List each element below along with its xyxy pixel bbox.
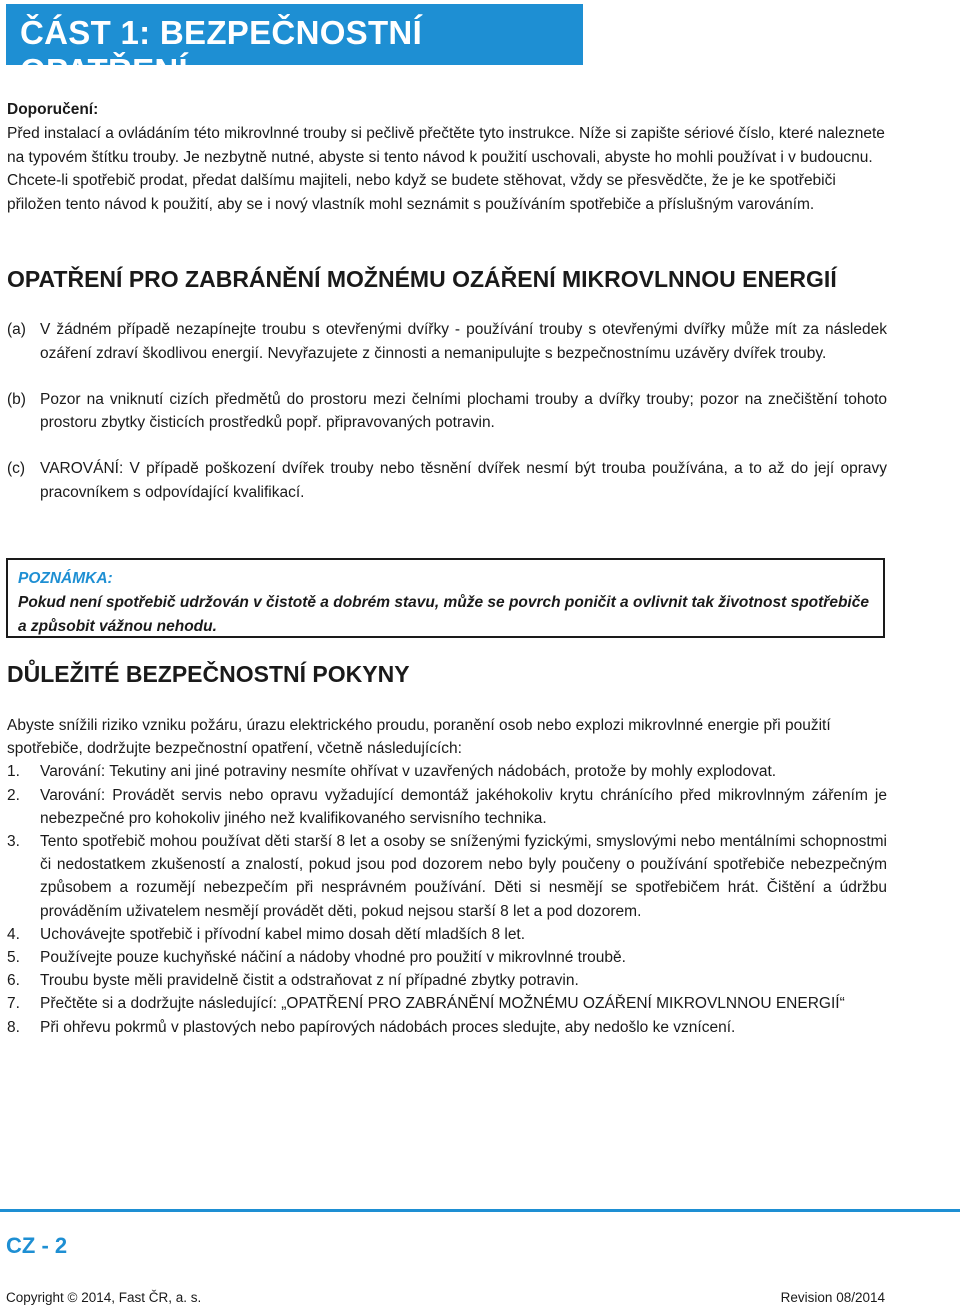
note-text: Pokud není spotřebič udržován v čistotě a dobrém stavu, může se povrch poničit a ovlivnit tak životnost spotřebiče a způsobit vážnou nehodu. [18, 593, 869, 635]
copyright-text: Copyright © 2014, Fast ČR, a. s. [6, 1290, 202, 1305]
item-text: Pozor na vniknutí cizích předmětů do prostoru mezi čelními plochami trouby a dvířky trouby; pozor na znečištění tohoto prostoru zbytky čisticích prostředků popř. připravovaných potravin. [40, 390, 887, 432]
item-text: Uchovávejte spotřebič i přívodní kabel mimo dosah dětí mladších 8 let. [40, 925, 526, 943]
list-item [7, 946, 887, 969]
item-marker: 8. [7, 1018, 20, 1036]
item-marker: 3. [7, 833, 20, 851]
footer-divider [0, 1209, 960, 1212]
list-item [7, 318, 887, 366]
item-text: VAROVÁNÍ: V případě poškození dvířek trouby nebo těsnění dvířek nesmí být trouba používána, a to až do její opravy pracovníkem s odpovídající kvalifikací. [40, 460, 887, 501]
list-item [7, 969, 887, 992]
item-text: Varování: Tekutiny ani jiné potraviny nesmíte ohřívat v uzavřených nádobách, protože by mohly explodovat. [40, 763, 777, 781]
list-item [7, 388, 887, 436]
list-item [7, 760, 887, 783]
item-text: Používejte pouze kuchyňské náčiní a nádoby vhodné pro použití v mikrovlnné troubě. [40, 949, 626, 967]
item-text: Troubu byste měli pravidelně čistit a odstraňovat z ní případné zbytky potravin. [40, 972, 579, 990]
list-item [7, 992, 887, 1015]
item-text: V žádném případě nezapínejte troubu s otevřenými dvířky - používání trouby s otevřenými dvířky může mít za následek ozáření zdraví škodlivou energií. Nevyřazujete z činnosti a nemanipulujte s bezpečnostnímu uzávěry dvířek trouby. [40, 321, 887, 362]
item-marker: (c) [7, 460, 26, 478]
revision-text: Revision 08/2014 [780, 1290, 885, 1305]
item-text: Přečtěte si a dodržujte následující: „OPATŘENÍ PRO ZABRÁNĚNÍ MOŽNÉMU OZÁŘENÍ MIKROVLNNOU ENERGIÍ“ [40, 995, 845, 1013]
microwave-section-heading: OPATŘENÍ PRO ZABRÁNĚNÍ MOŽNÉMU OZÁŘENÍ MIKROVLNNOU ENERGIÍ [7, 266, 837, 292]
note-box [6, 558, 885, 638]
item-marker: (b) [7, 390, 26, 408]
item-marker: 5. [7, 949, 20, 967]
item-text: Varování: Provádět servis nebo opravu vyžadující demontáž jakéhokoliv krytu chránícího před mikrovlnným zářením je nebezpečné pro kohokoliv jiného než kvalifikovaného servisního technika. [40, 786, 887, 827]
safety-section-heading: DŮLEŽITÉ BEZPEČNOSTNÍ POKYNY [7, 661, 410, 687]
intro-text: Před instalací a ovládáním této mikrovlnné trouby si pečlivě přečtěte tyto instrukce. Níže si zapište sériové číslo, které naleznete na typovém štítku trouby. Je nezbytně nutné, abyste si tento návod k použití uschovali, abyste ho mohli používat i v budoucnu. Chcete-li spotřebič prodat, předat dalšímu majiteli, nebo když se budete stěhovat, vždy se přesvědčte, že je ke spotřebiči přiložen tento návod k použití, aby se i nový vlastník mohl seznámit s používáním spotřebiče a příslušným varováním. [7, 124, 885, 214]
item-marker: (a) [7, 321, 26, 338]
microwave-precautions-list [7, 318, 887, 527]
item-text: Při ohřevu pokrmů v plastových nebo papírových nádobách proces sledujte, aby nedošlo ke vznícení. [40, 1018, 736, 1036]
page-title: ČÁST 1: BEZPEČNOSTNÍ OPATŘENÍ [20, 14, 423, 89]
safety-intro: Abyste snížili riziko vzniku požáru, úrazu elektrického proudu, poranění osob nebo explozi mikrovlnné energie při použití spotřebiče, dodržujte bezpečnostní opatření, včetně následujících: [7, 717, 831, 758]
list-item [7, 923, 887, 946]
item-marker: 4. [7, 925, 20, 943]
safety-instructions [7, 714, 887, 1039]
item-marker: 7. [7, 995, 20, 1013]
list-item [7, 1016, 887, 1039]
list-item [7, 784, 887, 830]
list-item [7, 830, 887, 923]
item-marker: 1. [7, 763, 20, 781]
page-title-banner [6, 4, 583, 89]
note-title: POZNÁMKA: [18, 570, 113, 587]
item-text: Tento spotřebič mohou používat děti starší 8 let a osoby se sníženými fyzickými, smyslovými nebo mentálními schopnostmi či nedostatkem zkušeností a znalostí, pokud jsou pod dozorem nebo byly poučeny o používání spotřebiče nebezpečným způsobem a rozumějí nebezpečím při nesprávném používání. Děti si nesmějí se spotřebičem hrát. Čištění a údržbu prováděním uživatelem nesmějí provádět děti, pokud nejsou starší 8 let a pod dozorem. [40, 833, 887, 920]
intro-paragraph [7, 98, 887, 217]
item-marker: 6. [7, 972, 20, 990]
intro-label: Doporučení: [7, 101, 99, 118]
item-marker: 2. [7, 786, 20, 804]
list-item [7, 457, 887, 505]
page-number: CZ - 2 [6, 1233, 68, 1258]
